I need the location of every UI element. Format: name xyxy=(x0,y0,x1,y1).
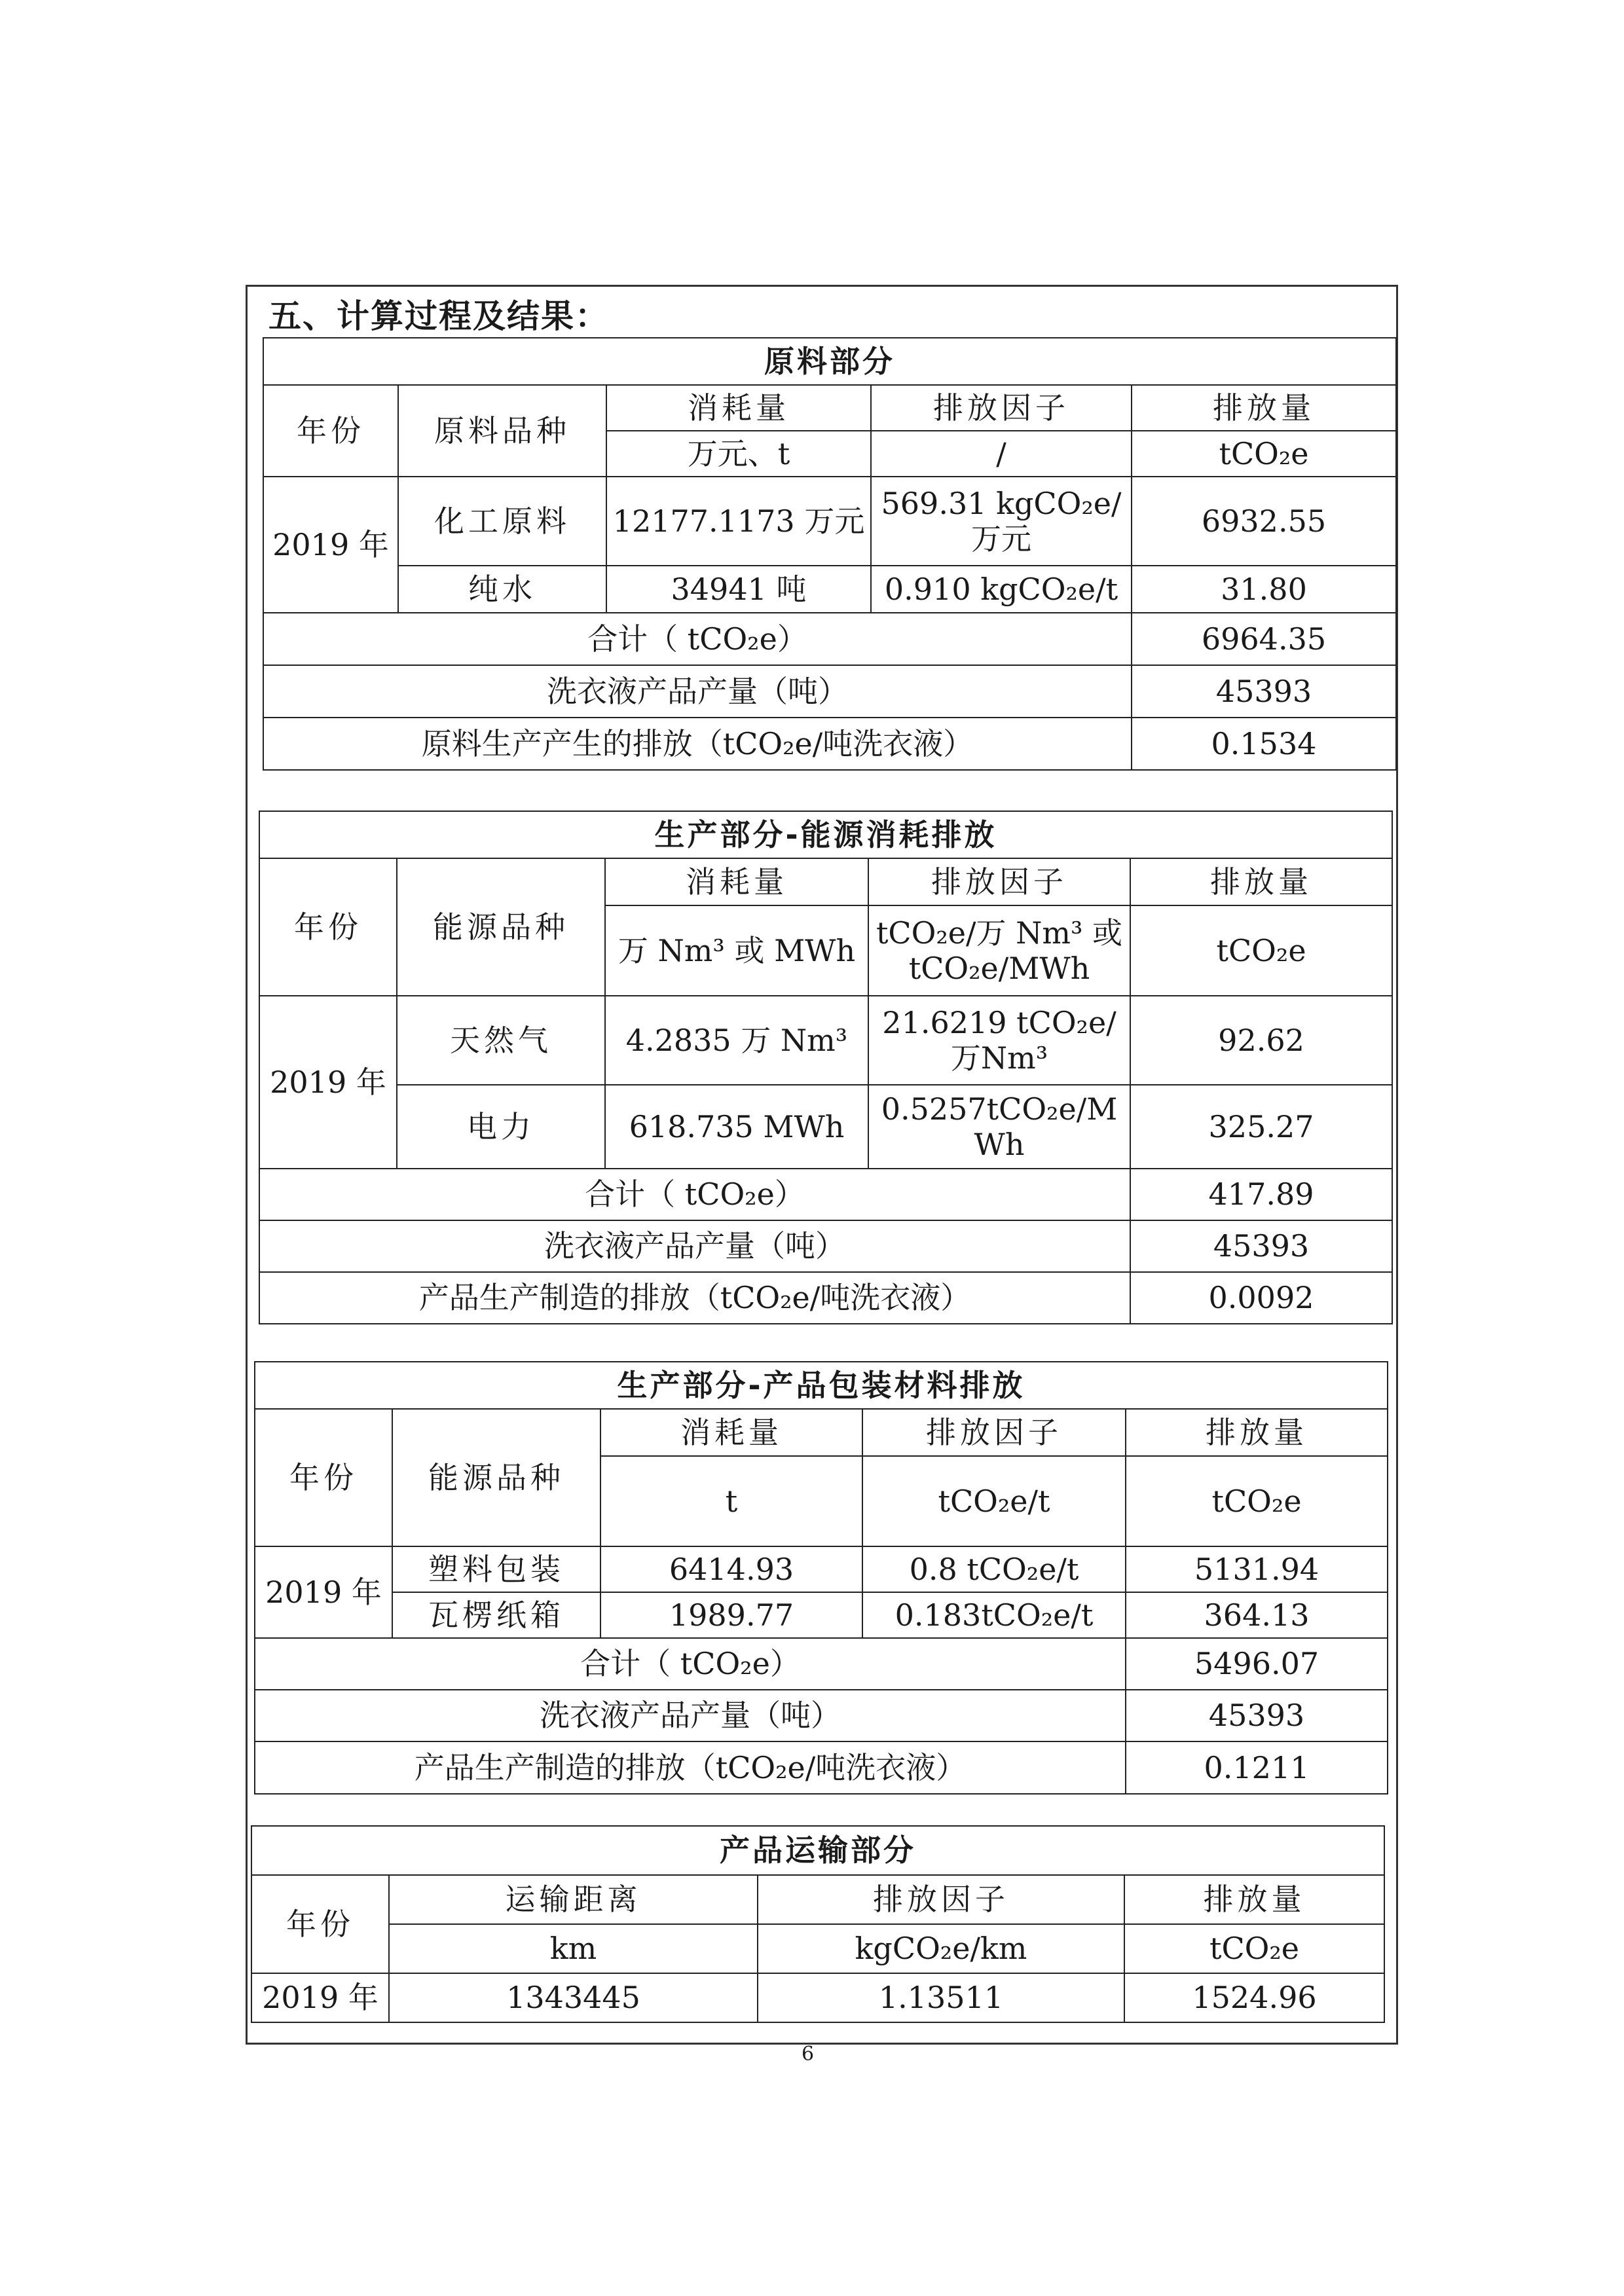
row-emission: 6932.55 xyxy=(1132,477,1396,566)
row-factor: 0.910 kgCO₂e/t xyxy=(871,566,1132,613)
raw-material-title: 原料部分 xyxy=(263,338,1396,385)
row-distance: 1343445 xyxy=(389,1973,758,2022)
header-emission: 排放量 xyxy=(1130,858,1392,905)
per-unit-value: 0.0092 xyxy=(1130,1272,1392,1324)
header-factor: 排放因子 xyxy=(868,858,1130,905)
unit-consumption: t xyxy=(600,1456,862,1546)
output-value: 45393 xyxy=(1126,1690,1388,1741)
row-variety: 纯水 xyxy=(398,566,606,613)
total-label: 合计（ tCO₂e） xyxy=(255,1638,1126,1690)
row-variety: 塑料包装 xyxy=(392,1546,600,1592)
row-consumption: 12177.1173 万元 xyxy=(606,477,871,566)
unit-consumption: 万元、t xyxy=(606,431,871,477)
page-number: 6 xyxy=(802,2043,815,2066)
unit-emission: tCO₂e xyxy=(1130,905,1392,996)
header-emission: 排放量 xyxy=(1126,1409,1388,1456)
unit-consumption: 万 Nm³ 或 MWh xyxy=(605,905,868,996)
total-label: 合计（ tCO₂e） xyxy=(263,613,1132,665)
row-year: 2019 年 xyxy=(255,1546,392,1638)
row-emission: 92.62 xyxy=(1130,996,1392,1085)
row-consumption: 618.735 MWh xyxy=(605,1085,868,1169)
row-emission: 5131.94 xyxy=(1126,1546,1388,1592)
row-variety: 天然气 xyxy=(397,996,605,1085)
header-year: 年份 xyxy=(263,385,398,477)
output-label: 洗衣液产品产量（吨） xyxy=(259,1220,1130,1272)
row-factor: 569.31 kgCO₂e/万元 xyxy=(871,477,1132,566)
header-variety: 能源品种 xyxy=(392,1409,600,1546)
header-factor: 排放因子 xyxy=(862,1409,1126,1456)
row-variety: 化工原料 xyxy=(398,477,606,566)
output-label: 洗衣液产品产量（吨） xyxy=(255,1690,1126,1741)
unit-distance: km xyxy=(389,1924,758,1973)
transport-table xyxy=(251,1825,1385,2023)
row-year: 2019 年 xyxy=(259,996,397,1169)
per-unit-value: 0.1211 xyxy=(1126,1741,1388,1794)
header-factor: 排放因子 xyxy=(871,385,1132,431)
header-factor: 排放因子 xyxy=(758,1875,1124,1924)
row-factor: 0.183tCO₂e/t xyxy=(862,1592,1126,1638)
header-emission: 排放量 xyxy=(1132,385,1396,431)
per-unit-value: 0.1534 xyxy=(1132,718,1396,770)
row-factor: 1.13511 xyxy=(758,1973,1124,2022)
header-variety: 原料品种 xyxy=(398,385,606,477)
header-year: 年份 xyxy=(251,1875,389,1973)
header-consumption: 消耗量 xyxy=(606,385,871,431)
total-value: 417.89 xyxy=(1130,1169,1392,1220)
output-label: 洗衣液产品产量（吨） xyxy=(263,665,1132,718)
unit-factor: tCO₂e/t xyxy=(862,1456,1126,1546)
row-emission: 325.27 xyxy=(1130,1085,1392,1169)
packaging-table xyxy=(254,1361,1388,1795)
energy-title: 生产部分-能源消耗排放 xyxy=(259,811,1392,858)
per-unit-label: 产品生产制造的排放（tCO₂e/吨洗衣液） xyxy=(255,1741,1126,1794)
row-consumption: 4.2835 万 Nm³ xyxy=(605,996,868,1085)
header-emission: 排放量 xyxy=(1124,1875,1384,1924)
per-unit-label: 原料生产产生的排放（tCO₂e/吨洗衣液） xyxy=(263,718,1132,770)
row-emission: 364.13 xyxy=(1126,1592,1388,1638)
total-value: 5496.07 xyxy=(1126,1638,1388,1690)
header-year: 年份 xyxy=(255,1409,392,1546)
header-variety: 能源品种 xyxy=(397,858,605,996)
header-distance: 运输距离 xyxy=(389,1875,758,1924)
packaging-title: 生产部分-产品包装材料排放 xyxy=(255,1362,1388,1409)
header-consumption: 消耗量 xyxy=(605,858,868,905)
row-consumption: 34941 吨 xyxy=(606,566,871,613)
per-unit-label: 产品生产制造的排放（tCO₂e/吨洗衣液） xyxy=(259,1272,1130,1324)
row-variety: 瓦楞纸箱 xyxy=(392,1592,600,1638)
header-year: 年份 xyxy=(259,858,397,996)
unit-emission: tCO₂e xyxy=(1126,1456,1388,1546)
header-consumption: 消耗量 xyxy=(600,1409,862,1456)
row-consumption: 1989.77 xyxy=(600,1592,862,1638)
row-factor: 0.8 tCO₂e/t xyxy=(862,1546,1126,1592)
unit-emission: tCO₂e xyxy=(1132,431,1396,477)
output-value: 45393 xyxy=(1132,665,1396,718)
unit-factor: kgCO₂e/km xyxy=(758,1924,1124,1973)
row-factor: 0.5257tCO₂e/MWh xyxy=(868,1085,1130,1169)
row-emission: 31.80 xyxy=(1132,566,1396,613)
total-label: 合计（ tCO₂e） xyxy=(259,1169,1130,1220)
total-value: 6964.35 xyxy=(1132,613,1396,665)
unit-emission: tCO₂e xyxy=(1124,1924,1384,1973)
row-variety: 电力 xyxy=(397,1085,605,1169)
raw-material-table xyxy=(263,337,1397,771)
transport-title: 产品运输部分 xyxy=(251,1826,1384,1875)
unit-factor: tCO₂e/万 Nm³ 或 tCO₂e/MWh xyxy=(868,905,1130,996)
output-value: 45393 xyxy=(1130,1220,1392,1272)
row-year: 2019 年 xyxy=(263,477,398,613)
row-emission: 1524.96 xyxy=(1124,1973,1384,2022)
row-year: 2019 年 xyxy=(251,1973,389,2022)
energy-table xyxy=(259,811,1393,1324)
section-title: 五、计算过程及结果： xyxy=(268,297,609,335)
row-factor: 21.6219 tCO₂e/万Nm³ xyxy=(868,996,1130,1085)
unit-factor: / xyxy=(871,431,1132,477)
row-consumption: 6414.93 xyxy=(600,1546,862,1592)
